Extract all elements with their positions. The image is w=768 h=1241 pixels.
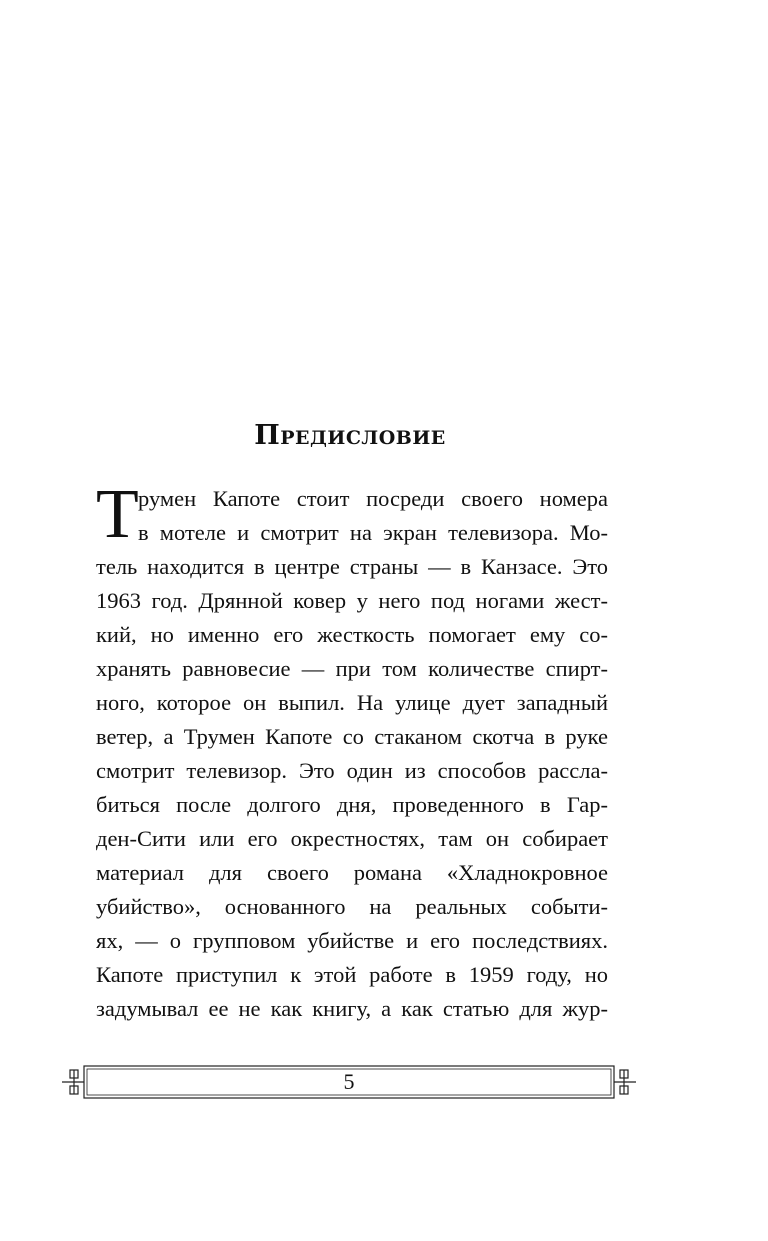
drop-cap-letter: Т bbox=[96, 476, 139, 553]
text-line: в мотеле и смотрит на экран телевизора. Мо- bbox=[138, 520, 608, 545]
text-line: смотрит телевизор. Это один из способов рассла- bbox=[96, 758, 608, 783]
text-line: ветер, а Трумен Капоте со стаканом скотча в руке bbox=[96, 724, 608, 749]
text-line: ного, которое он выпил. На улице дует западный bbox=[96, 690, 608, 715]
text-line: румен Капоте стоит посреди своего номера bbox=[138, 486, 608, 511]
text-line: материал для своего романа «Хладнокровное bbox=[96, 860, 608, 885]
text-line: задумывал ее не как книгу, а как статью для жур- bbox=[96, 996, 608, 1021]
text-line: 1963 год. Дрянной ковер у него под ногами жест- bbox=[96, 588, 608, 613]
text-line: Капоте приступил к этой работе в 1959 году, но bbox=[96, 962, 608, 987]
text-line: убийство», основанного на реальных событи- bbox=[96, 894, 608, 919]
text-line: ден-Сити или его окрестностях, там он собирает bbox=[96, 826, 608, 851]
page-number: 5 bbox=[343, 1069, 355, 1094]
text-line: тель находится в центре страны — в Канзасе. Это bbox=[96, 554, 608, 579]
text-line: ях, — о групповом убийстве и его последствиях. bbox=[96, 928, 608, 953]
text-line: биться после долгого дня, проведенного в Гар- bbox=[96, 792, 608, 817]
text-line: хранять равновесие — при том количестве спирт- bbox=[96, 656, 608, 681]
text-line: кий, но именно его жесткость помогает ему со- bbox=[96, 622, 608, 647]
body-paragraph bbox=[96, 476, 608, 1026]
chapter-title: Предисловие bbox=[254, 420, 446, 451]
page-footer bbox=[62, 1060, 636, 1106]
